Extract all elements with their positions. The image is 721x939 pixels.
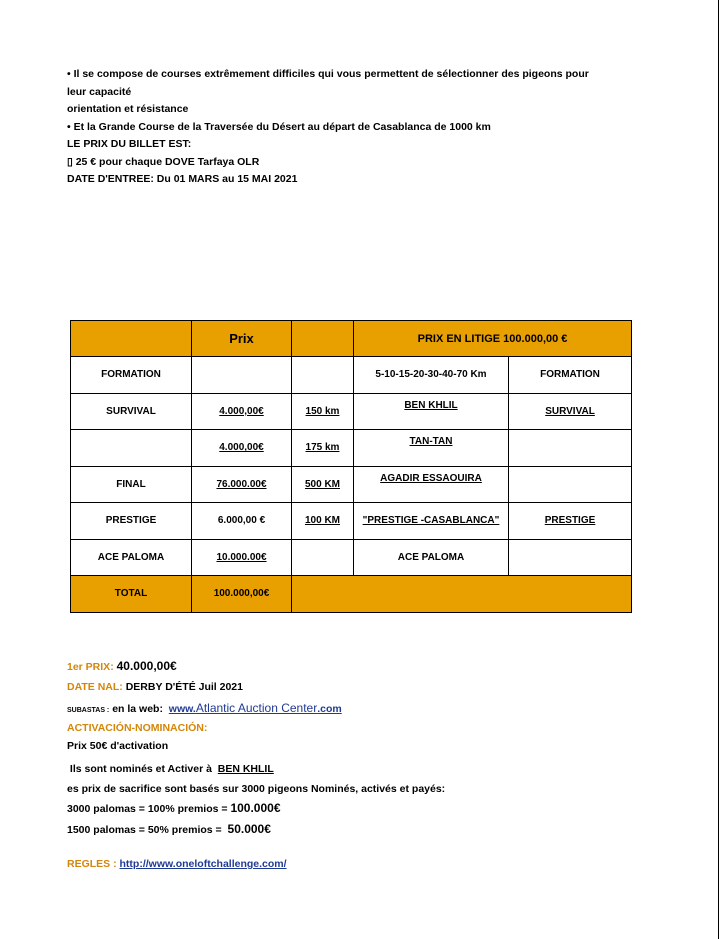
table-row	[71, 357, 632, 394]
table-total-row	[71, 576, 632, 613]
first-prize-label: 1er PRIX:	[67, 661, 114, 673]
first-prize-value: 40.000,00€	[116, 659, 177, 673]
race-right	[509, 466, 632, 503]
subastas-line	[67, 698, 667, 719]
race-place: 5-10-15-20-30-40-70 Km	[354, 357, 509, 394]
intro-line: ▯ 25 € pour chaque DOVE Tarfaya OLR	[67, 155, 260, 168]
auction-link[interactable]	[169, 703, 342, 715]
activation-price-line	[67, 737, 667, 755]
date-line	[67, 677, 667, 698]
race-right	[509, 430, 632, 467]
palomas-value: 50.000€	[227, 822, 271, 836]
intro-line: • Et la Grande Course de la Traversée du Désert au départ de Casablanca de 1000 km	[67, 120, 491, 133]
rules-label: REGLES :	[67, 858, 117, 870]
race-place-cell	[354, 466, 509, 503]
race-distance: 150 km	[292, 393, 354, 430]
nominated-text: Ils sont nominés et Activer à	[69, 763, 212, 775]
page-edge-rule	[718, 0, 719, 939]
table-row	[71, 430, 632, 467]
intro-line: leur capacité	[67, 85, 132, 98]
race-place-cell	[354, 393, 509, 430]
prize-table	[70, 320, 632, 613]
nominated-line	[67, 759, 667, 780]
race-distance: 500 KM	[292, 466, 354, 503]
header-litige: PRIX EN LITIGE 100.000,00 €	[354, 321, 632, 357]
auction-link-com: .com	[317, 703, 342, 715]
table-row	[71, 539, 632, 576]
activation-price: Prix 50€ d'activation	[67, 740, 169, 752]
race-right: PRESTIGE	[509, 503, 632, 540]
intro-line: LE PRIX DU BILLET EST:	[67, 138, 192, 150]
race-distance	[292, 539, 354, 576]
race-amount: 10.000.00€	[192, 539, 292, 576]
race-name: FINAL	[71, 466, 192, 503]
race-name: ACE PALOMA	[71, 539, 192, 576]
race-amount: 4.000,00€	[192, 430, 292, 467]
table-row	[71, 466, 632, 503]
race-place: ACE PALOMA	[354, 539, 509, 576]
rules-link[interactable]: http://www.oneloftchallenge.com/	[119, 858, 287, 870]
table-row	[71, 503, 632, 540]
activation-title: ACTIVACIÓN-NOMINACIÓN:	[67, 722, 208, 734]
race-distance: 175 km	[292, 430, 354, 467]
activation-title-line	[67, 719, 667, 737]
intro-line: DATE D'ENTREE: Du 01 MARS au 15 MAI 2021	[67, 173, 298, 185]
auction-link-name: Atlantic Auction Center	[195, 701, 318, 715]
race-place: TAN-TAN	[409, 436, 453, 448]
sacrifice-line	[67, 780, 667, 798]
date-value: DERBY D'ÉTÉ Juil 2021	[125, 681, 243, 693]
palomas-value: 100.000€	[230, 801, 281, 815]
intro-text	[67, 66, 657, 189]
race-right	[509, 539, 632, 576]
table-header-row	[71, 321, 632, 357]
race-distance: 100 KM	[292, 503, 354, 540]
total-label: TOTAL	[71, 576, 192, 613]
subastas-label: SUBASTAS :	[67, 707, 110, 714]
race-place: AGADIR ESSAOUIRA	[380, 472, 482, 484]
header-empty-cell	[292, 321, 354, 357]
race-amount: 76.000.00€	[192, 466, 292, 503]
race-place-cell	[354, 430, 509, 467]
race-amount: 4.000,00€	[192, 393, 292, 430]
intro-line: orientation et résistance	[67, 103, 189, 115]
race-place: BEN KHLIL	[404, 399, 458, 411]
header-prix: Prix	[192, 321, 292, 357]
total-amount: 100.000,00€	[192, 576, 292, 613]
date-label: DATE NAL:	[67, 681, 123, 693]
race-name: FORMATION	[71, 357, 192, 394]
lower-info	[67, 656, 667, 875]
race-amount: 6.000,00 €	[192, 503, 292, 540]
race-place: "PRESTIGE -CASABLANCA"	[354, 503, 509, 540]
total-empty-cell	[292, 576, 632, 613]
nominated-link[interactable]: BEN KHLIL	[217, 763, 274, 775]
palomas-line-1	[67, 798, 667, 819]
race-right: FORMATION	[509, 357, 632, 394]
race-name	[71, 430, 192, 467]
race-name: SURVIVAL	[71, 393, 192, 430]
subastas-text: en la web:	[112, 703, 163, 715]
race-amount	[192, 357, 292, 394]
palomas-line-2	[67, 819, 667, 840]
first-prize-line	[67, 656, 667, 677]
palomas-text: 3000 palomas = 100% premios =	[67, 803, 228, 815]
rules-line	[67, 854, 667, 875]
intro-line: • Il se compose de courses extrêmement difficiles qui vous permettent de sélectionner des pigeons pour	[67, 68, 589, 80]
race-right: SURVIVAL	[509, 393, 632, 430]
auction-link-www: www.	[168, 703, 196, 715]
header-empty-cell	[71, 321, 192, 357]
palomas-text: 1500 palomas = 50% premios =	[67, 824, 222, 836]
race-name: PRESTIGE	[71, 503, 192, 540]
table-row	[71, 393, 632, 430]
sacrifice-text: es prix de sacrifice sont basés sur 3000 pigeons Nominés, activés et payés:	[67, 783, 446, 795]
race-distance	[292, 357, 354, 394]
